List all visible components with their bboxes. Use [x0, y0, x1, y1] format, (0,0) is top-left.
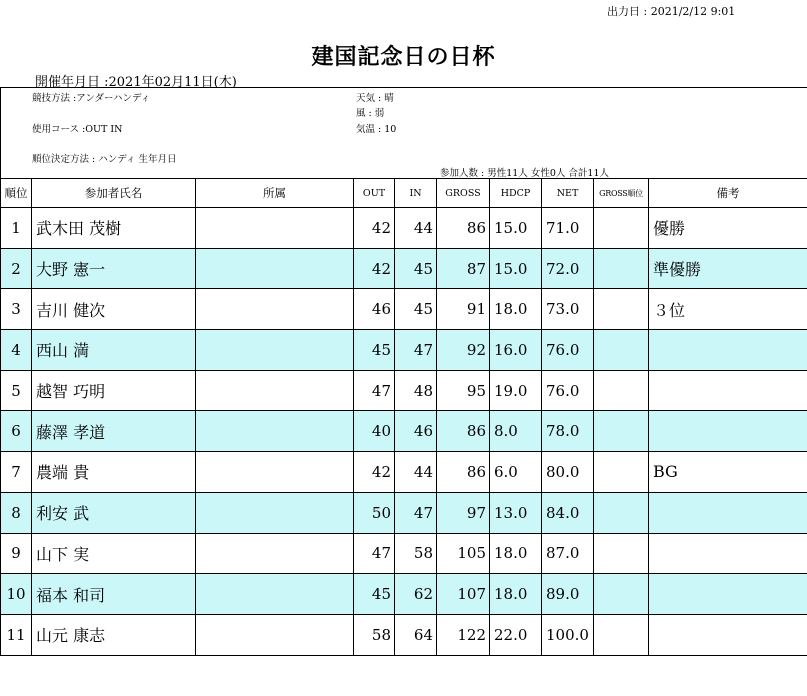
name-cell: 利安 武 [32, 492, 196, 533]
name-cell: 福本 和司 [32, 574, 196, 615]
col-header-gross-rank: GROSS順位 [594, 179, 649, 208]
in-score-cell: 48 [395, 370, 437, 411]
net-score-cell: 72.0 [542, 248, 594, 289]
remarks-cell [649, 330, 807, 371]
name-cell: 山下 実 [32, 533, 196, 574]
name-cell: 藤澤 孝道 [32, 411, 196, 452]
name-cell: 吉川 健次 [32, 289, 196, 330]
net-score-cell: 76.0 [542, 370, 594, 411]
affiliation-cell [196, 574, 354, 615]
gross-rank-cell [594, 289, 649, 330]
hdcp-cell: 19.0 [490, 370, 542, 411]
header-row [1, 179, 807, 208]
gross-rank-cell [594, 533, 649, 574]
gross-score-cell: 97 [437, 492, 490, 533]
col-header-remarks: 備考 [649, 179, 807, 208]
rank-cell: 3 [1, 289, 32, 330]
gross-score-cell: 86 [437, 452, 490, 493]
net-score-cell: 73.0 [542, 289, 594, 330]
affiliation-cell [196, 411, 354, 452]
out-score-cell: 40 [354, 411, 395, 452]
gross-rank-cell [594, 452, 649, 493]
col-header-net: NET [542, 179, 594, 208]
table-row [1, 330, 807, 371]
net-score-cell: 76.0 [542, 330, 594, 371]
net-score-cell: 89.0 [542, 574, 594, 615]
table-row [1, 452, 807, 493]
net-score-cell: 78.0 [542, 411, 594, 452]
gross-score-cell: 91 [437, 289, 490, 330]
rank-cell: 4 [1, 330, 32, 371]
hdcp-cell: 16.0 [490, 330, 542, 371]
in-score-cell: 47 [395, 492, 437, 533]
affiliation-cell [196, 533, 354, 574]
out-score-cell: 45 [354, 574, 395, 615]
hdcp-cell: 8.0 [490, 411, 542, 452]
in-score-cell: 58 [395, 533, 437, 574]
table-row [1, 533, 807, 574]
name-cell: 越智 巧明 [32, 370, 196, 411]
table-row [1, 492, 807, 533]
net-score-cell: 100.0 [542, 614, 594, 655]
gross-rank-cell [594, 330, 649, 371]
hdcp-cell: 22.0 [490, 614, 542, 655]
gross-score-cell: 87 [437, 248, 490, 289]
gross-score-cell: 86 [437, 411, 490, 452]
net-score-cell: 87.0 [542, 533, 594, 574]
affiliation-cell [196, 330, 354, 371]
competition-method: 競技方法 :アンダーハンディ [32, 93, 151, 104]
gross-score-cell: 107 [437, 574, 490, 615]
col-header-hdcp: HDCP [490, 179, 542, 208]
gross-rank-cell [594, 370, 649, 411]
net-score-cell: 80.0 [542, 452, 594, 493]
table-row [1, 614, 807, 655]
in-score-cell: 46 [395, 411, 437, 452]
rank-cell: 5 [1, 370, 32, 411]
affiliation-cell [196, 614, 354, 655]
in-score-cell: 45 [395, 289, 437, 330]
net-score-cell: 71.0 [542, 208, 594, 249]
col-header-rank: 順位 [1, 179, 32, 208]
out-score-cell: 47 [354, 370, 395, 411]
wind: 風 : 弱 [356, 108, 385, 119]
out-score-cell: 47 [354, 533, 395, 574]
gross-score-cell: 86 [437, 208, 490, 249]
affiliation-cell [196, 208, 354, 249]
gross-rank-cell [594, 411, 649, 452]
hdcp-cell: 15.0 [490, 248, 542, 289]
rank-cell: 11 [1, 614, 32, 655]
in-score-cell: 44 [395, 208, 437, 249]
out-score-cell: 42 [354, 208, 395, 249]
in-score-cell: 44 [395, 452, 437, 493]
out-score-cell: 42 [354, 452, 395, 493]
hdcp-cell: 18.0 [490, 533, 542, 574]
remarks-cell [649, 574, 807, 615]
gross-score-cell: 122 [437, 614, 490, 655]
in-score-cell: 47 [395, 330, 437, 371]
name-cell: 農端 貴 [32, 452, 196, 493]
gross-score-cell: 105 [437, 533, 490, 574]
hdcp-cell: 18.0 [490, 289, 542, 330]
name-cell: 山元 康志 [32, 614, 196, 655]
remarks-cell: BG [649, 452, 807, 493]
affiliation-cell [196, 370, 354, 411]
temperature: 気温 : 10 [356, 124, 397, 135]
event-date: 開催年月日 :2021年02月11日(木) [35, 75, 237, 90]
gross-score-cell: 92 [437, 330, 490, 371]
affiliation-cell [196, 452, 354, 493]
rank-cell: 10 [1, 574, 32, 615]
remarks-cell [649, 614, 807, 655]
results-table [0, 178, 807, 656]
col-header-name: 参加者氏名 [32, 179, 196, 208]
affiliation-cell [196, 289, 354, 330]
out-score-cell: 46 [354, 289, 395, 330]
remarks-cell [649, 533, 807, 574]
in-score-cell: 45 [395, 248, 437, 289]
rank-cell: 7 [1, 452, 32, 493]
out-score-cell: 45 [354, 330, 395, 371]
output-date: 出力日 : 2021/2/12 9:01 [607, 5, 736, 18]
out-score-cell: 42 [354, 248, 395, 289]
out-score-cell: 50 [354, 492, 395, 533]
rank-method: 順位決定方法 : ハンディ 生年月日 [32, 154, 177, 165]
col-header-out: OUT [354, 179, 395, 208]
participant-count: 参加人数 : 男性11人 女性0人 合計11人 [440, 168, 610, 179]
gross-rank-cell [594, 248, 649, 289]
remarks-cell [649, 370, 807, 411]
remarks-cell: 優勝 [649, 208, 807, 249]
page-title: 建国記念日の日杯 [311, 44, 496, 70]
course-used: 使用コース :OUT IN [32, 124, 123, 135]
remarks-cell: ３位 [649, 289, 807, 330]
remarks-cell: 準優勝 [649, 248, 807, 289]
rank-cell: 1 [1, 208, 32, 249]
remarks-cell [649, 492, 807, 533]
gross-score-cell: 95 [437, 370, 490, 411]
name-cell: 大野 憲一 [32, 248, 196, 289]
in-score-cell: 62 [395, 574, 437, 615]
table-row [1, 574, 807, 615]
table-row [1, 289, 807, 330]
rank-cell: 2 [1, 248, 32, 289]
net-score-cell: 84.0 [542, 492, 594, 533]
table-row [1, 248, 807, 289]
remarks-cell [649, 411, 807, 452]
table-row [1, 208, 807, 249]
table-row [1, 411, 807, 452]
rank-cell: 8 [1, 492, 32, 533]
affiliation-cell [196, 492, 354, 533]
hdcp-cell: 15.0 [490, 208, 542, 249]
out-score-cell: 58 [354, 614, 395, 655]
gross-rank-cell [594, 492, 649, 533]
name-cell: 武木田 茂樹 [32, 208, 196, 249]
col-header-affiliation: 所属 [196, 179, 354, 208]
rank-cell: 9 [1, 533, 32, 574]
gross-rank-cell [594, 208, 649, 249]
table-row [1, 370, 807, 411]
in-score-cell: 64 [395, 614, 437, 655]
affiliation-cell [196, 248, 354, 289]
rank-cell: 6 [1, 411, 32, 452]
col-header-in: IN [395, 179, 437, 208]
col-header-gross: GROSS [437, 179, 490, 208]
gross-rank-cell [594, 574, 649, 615]
gross-rank-cell [594, 614, 649, 655]
hdcp-cell: 18.0 [490, 574, 542, 615]
weather: 天気 : 晴 [356, 93, 394, 104]
hdcp-cell: 6.0 [490, 452, 542, 493]
hdcp-cell: 13.0 [490, 492, 542, 533]
name-cell: 西山 満 [32, 330, 196, 371]
